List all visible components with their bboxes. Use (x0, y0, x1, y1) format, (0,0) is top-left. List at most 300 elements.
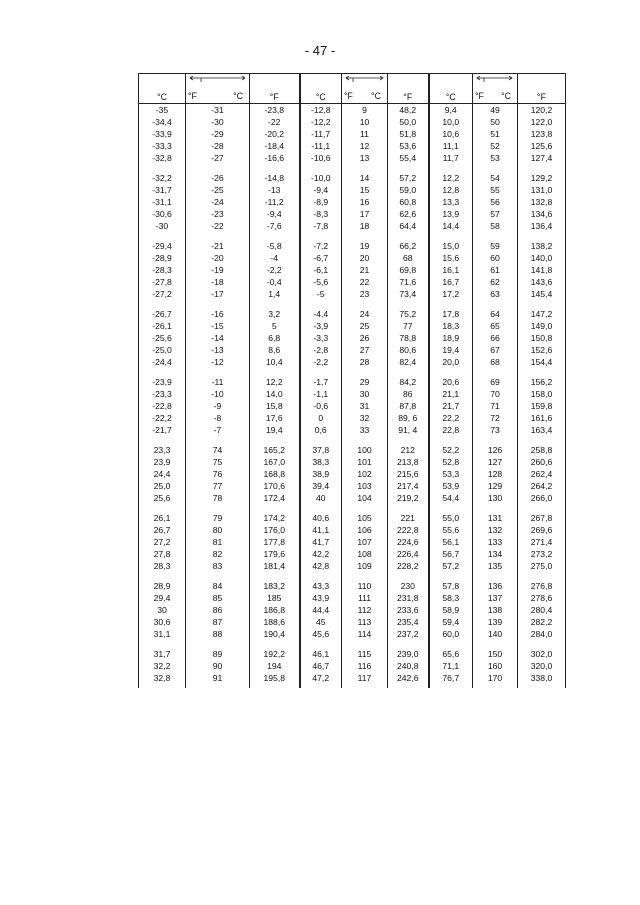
cell-celsius-a: -33,3 (139, 140, 186, 152)
header-mid-fahrenheit: °F (475, 91, 484, 102)
cell-value-c: 52 (473, 140, 518, 152)
cell-value-a: -7 (186, 424, 250, 436)
cell-fahrenheit-c: 152,6 (518, 344, 566, 356)
cell-celsius-b: 41,7 (300, 536, 342, 548)
cell-fahrenheit-a: 179,6 (250, 548, 300, 560)
cell-celsius-c: 53,9 (429, 480, 473, 492)
cell-fahrenheit-b: 226,4 (388, 548, 429, 560)
cell-value-b: 110 (342, 580, 388, 592)
table-row (139, 412, 566, 424)
cell-value-c: 61 (473, 264, 518, 276)
cell-celsius-c: 54,4 (429, 492, 473, 504)
cell-celsius-c: 60,0 (429, 628, 473, 640)
cell-fahrenheit-c: 338,0 (518, 672, 566, 684)
cell-value-a: -15 (186, 320, 250, 332)
cell-celsius-b: -12,8 (300, 104, 342, 117)
cell-value-b: 104 (342, 492, 388, 504)
table-row (139, 456, 566, 468)
cell-value-c: 134 (473, 548, 518, 560)
cell-celsius-c: 57,2 (429, 560, 473, 572)
cell-celsius-a: -26,1 (139, 320, 186, 332)
cell-fahrenheit-a: -22 (250, 116, 300, 128)
cell-value-b: 16 (342, 196, 388, 208)
cell-celsius-b: -0,6 (300, 400, 342, 412)
cell-value-b: 30 (342, 388, 388, 400)
cell-value-a: 76 (186, 468, 250, 480)
cell-fahrenheit-c: 271,4 (518, 536, 566, 548)
cell-value-c: 50 (473, 116, 518, 128)
cell-celsius-a: -24,4 (139, 356, 186, 368)
header-mid-celsius: °C (233, 91, 243, 102)
cell-fahrenheit-a: -13 (250, 184, 300, 196)
cell-celsius-a: 32,2 (139, 660, 186, 672)
cell-fahrenheit-a: 165,2 (250, 444, 300, 456)
cell-value-a: -27 (186, 152, 250, 164)
table-row (139, 536, 566, 548)
cell-celsius-c: 59,4 (429, 616, 473, 628)
cell-fahrenheit-a: 192,2 (250, 648, 300, 660)
cell-celsius-b: 45 (300, 616, 342, 628)
cell-celsius-a: 32,8 (139, 672, 186, 684)
cell-value-c: 73 (473, 424, 518, 436)
cell-value-c: 127 (473, 456, 518, 468)
cell-fahrenheit-c: 159,8 (518, 400, 566, 412)
cell-value-c: 126 (473, 444, 518, 456)
cell-value-c: 129 (473, 480, 518, 492)
cell-celsius-a: 26,1 (139, 512, 186, 524)
cell-celsius-c: 17,2 (429, 288, 473, 300)
cell-value-a: 88 (186, 628, 250, 640)
cell-celsius-a: 27,8 (139, 548, 186, 560)
cell-value-c: 133 (473, 536, 518, 548)
cell-value-a: 83 (186, 560, 250, 572)
cell-fahrenheit-a: 5 (250, 320, 300, 332)
cell-fahrenheit-b: 77 (388, 320, 429, 332)
cell-celsius-c: 15,6 (429, 252, 473, 264)
cell-celsius-a: -23,3 (139, 388, 186, 400)
table-tail (139, 684, 566, 688)
table-row (139, 616, 566, 628)
cell-fahrenheit-a: 14,0 (250, 388, 300, 400)
table-row (139, 512, 566, 524)
cell-celsius-a: 31,7 (139, 648, 186, 660)
header-mid-celsius: °C (501, 91, 511, 102)
cell-celsius-c: 55,0 (429, 512, 473, 524)
cell-fahrenheit-a: 172,4 (250, 492, 300, 504)
cell-value-b: 23 (342, 288, 388, 300)
group-spacer (139, 232, 566, 240)
page-number: - 47 - (304, 43, 336, 58)
cell-celsius-a: 30,6 (139, 616, 186, 628)
cell-celsius-b: -1,1 (300, 388, 342, 400)
cell-celsius-b: 38,3 (300, 456, 342, 468)
cell-value-c: 136 (473, 580, 518, 592)
group-spacer (139, 368, 566, 376)
cell-fahrenheit-c: 264,2 (518, 480, 566, 492)
cell-fahrenheit-b: 55,4 (388, 152, 429, 164)
header-celsius: °C (300, 74, 342, 104)
cell-value-c: 60 (473, 252, 518, 264)
cell-fahrenheit-a: 168,8 (250, 468, 300, 480)
cell-fahrenheit-a: 12,2 (250, 376, 300, 388)
cell-celsius-c: 53,3 (429, 468, 473, 480)
cell-celsius-c: 71,1 (429, 660, 473, 672)
cell-celsius-b: -7,8 (300, 220, 342, 232)
cell-fahrenheit-a: -4 (250, 252, 300, 264)
cell-value-a: 79 (186, 512, 250, 524)
header-fahrenheit: °F (388, 74, 429, 104)
cell-fahrenheit-b: 240,8 (388, 660, 429, 672)
header-both-ways (186, 74, 250, 104)
cell-fahrenheit-c: 136,4 (518, 220, 566, 232)
cell-celsius-a: -29,4 (139, 240, 186, 252)
cell-fahrenheit-c: 140,0 (518, 252, 566, 264)
cell-value-b: 28 (342, 356, 388, 368)
cell-fahrenheit-b: 82,4 (388, 356, 429, 368)
cell-value-a: -26 (186, 172, 250, 184)
cell-fahrenheit-a: 185 (250, 592, 300, 604)
table-row (139, 252, 566, 264)
cell-fahrenheit-b: 228,2 (388, 560, 429, 572)
cell-value-a: -20 (186, 252, 250, 264)
cell-value-c: 131 (473, 512, 518, 524)
table-row (139, 140, 566, 152)
cell-fahrenheit-c: 120,2 (518, 104, 566, 117)
cell-value-a: 86 (186, 604, 250, 616)
cell-value-b: 33 (342, 424, 388, 436)
cell-fahrenheit-c: 122,0 (518, 116, 566, 128)
cell-celsius-b: 43,3 (300, 580, 342, 592)
cell-value-b: 24 (342, 308, 388, 320)
table-row (139, 220, 566, 232)
cell-celsius-c: 13,9 (429, 208, 473, 220)
table-row (139, 152, 566, 164)
cell-celsius-a: 29,4 (139, 592, 186, 604)
cell-value-b: 101 (342, 456, 388, 468)
cell-value-b: 111 (342, 592, 388, 604)
cell-fahrenheit-a: 15,8 (250, 400, 300, 412)
table-row (139, 648, 566, 660)
cell-value-c: 160 (473, 660, 518, 672)
cell-fahrenheit-c: 125,6 (518, 140, 566, 152)
cell-value-c: 137 (473, 592, 518, 604)
cell-celsius-a: 26,7 (139, 524, 186, 536)
group-spacer (139, 436, 566, 444)
cell-celsius-b: 37,8 (300, 444, 342, 456)
cell-celsius-a: 28,9 (139, 580, 186, 592)
cell-celsius-b: 43,9 (300, 592, 342, 604)
cell-fahrenheit-b: 62,6 (388, 208, 429, 220)
cell-fahrenheit-c: 275,0 (518, 560, 566, 572)
cell-value-c: 138 (473, 604, 518, 616)
cell-value-c: 62 (473, 276, 518, 288)
cell-celsius-b: 38,9 (300, 468, 342, 480)
cell-celsius-a: 23,9 (139, 456, 186, 468)
cell-fahrenheit-c: 145,4 (518, 288, 566, 300)
cell-fahrenheit-b: 224,6 (388, 536, 429, 548)
cell-celsius-b: -6,1 (300, 264, 342, 276)
cell-value-b: 112 (342, 604, 388, 616)
cell-value-a: 85 (186, 592, 250, 604)
table-row (139, 356, 566, 368)
cell-fahrenheit-c: 267,8 (518, 512, 566, 524)
cell-fahrenheit-a: -20,2 (250, 128, 300, 140)
cell-celsius-b: -10,6 (300, 152, 342, 164)
cell-value-a: -8 (186, 412, 250, 424)
double-arrow-icon (189, 76, 246, 84)
table-row (139, 308, 566, 320)
table-row (139, 172, 566, 184)
cell-value-c: 64 (473, 308, 518, 320)
cell-fahrenheit-c: 269,6 (518, 524, 566, 536)
cell-fahrenheit-a: 195,8 (250, 672, 300, 684)
cell-fahrenheit-c: 302,0 (518, 648, 566, 660)
cell-value-b: 32 (342, 412, 388, 424)
cell-value-c: 70 (473, 388, 518, 400)
cell-fahrenheit-c: 163,4 (518, 424, 566, 436)
cell-fahrenheit-c: 161,6 (518, 412, 566, 424)
table-row (139, 388, 566, 400)
header-celsius: °C (139, 74, 186, 104)
table-row (139, 128, 566, 140)
cell-fahrenheit-c: 154,4 (518, 356, 566, 368)
cell-fahrenheit-a: -0,4 (250, 276, 300, 288)
cell-celsius-a: -25,0 (139, 344, 186, 356)
cell-fahrenheit-b: 50,0 (388, 116, 429, 128)
cell-celsius-c: 20,6 (429, 376, 473, 388)
cell-value-a: -25 (186, 184, 250, 196)
cell-value-c: 170 (473, 672, 518, 684)
cell-fahrenheit-c: 156,2 (518, 376, 566, 388)
cell-value-b: 113 (342, 616, 388, 628)
cell-celsius-c: 21,1 (429, 388, 473, 400)
cell-fahrenheit-a: -14,8 (250, 172, 300, 184)
cell-celsius-b: -11,1 (300, 140, 342, 152)
cell-celsius-a: -22,2 (139, 412, 186, 424)
conversion-table-frame (138, 73, 565, 819)
cell-fahrenheit-b: 75,2 (388, 308, 429, 320)
cell-celsius-b: -3,9 (300, 320, 342, 332)
cell-fahrenheit-c: 258,8 (518, 444, 566, 456)
cell-fahrenheit-c: 266,0 (518, 492, 566, 504)
table-row (139, 660, 566, 672)
group-spacer (139, 640, 566, 648)
cell-celsius-b: -6,7 (300, 252, 342, 264)
cell-value-a: 80 (186, 524, 250, 536)
cell-celsius-b: 47,2 (300, 672, 342, 684)
cell-value-c: 150 (473, 648, 518, 660)
cell-value-b: 109 (342, 560, 388, 572)
cell-value-a: -12 (186, 356, 250, 368)
cell-celsius-a: 28,3 (139, 560, 186, 572)
group-spacer (139, 164, 566, 172)
cell-value-a: 75 (186, 456, 250, 468)
cell-value-b: 19 (342, 240, 388, 252)
cell-fahrenheit-b: 84,2 (388, 376, 429, 388)
cell-celsius-a: -26,7 (139, 308, 186, 320)
cell-celsius-a: 30 (139, 604, 186, 616)
cell-fahrenheit-b: 91, 4 (388, 424, 429, 436)
cell-fahrenheit-b: 57,2 (388, 172, 429, 184)
cell-fahrenheit-b: 69,8 (388, 264, 429, 276)
cell-value-a: -14 (186, 332, 250, 344)
temperature-conversion-table (138, 73, 566, 688)
cell-value-c: 53 (473, 152, 518, 164)
cell-fahrenheit-b: 221 (388, 512, 429, 524)
cell-fahrenheit-b: 235,4 (388, 616, 429, 628)
cell-value-a: -24 (186, 196, 250, 208)
cell-fahrenheit-c: 147,2 (518, 308, 566, 320)
cell-value-c: 72 (473, 412, 518, 424)
cell-value-c: 139 (473, 616, 518, 628)
cell-value-a: 74 (186, 444, 250, 456)
cell-fahrenheit-c: 278,6 (518, 592, 566, 604)
table-row (139, 208, 566, 220)
cell-value-b: 20 (342, 252, 388, 264)
cell-celsius-b: -4,4 (300, 308, 342, 320)
cell-fahrenheit-a: -2,2 (250, 264, 300, 276)
cell-celsius-b: -5 (300, 288, 342, 300)
cell-fahrenheit-a: 177,8 (250, 536, 300, 548)
cell-value-b: 31 (342, 400, 388, 412)
cell-fahrenheit-a: 190,4 (250, 628, 300, 640)
cell-fahrenheit-a: 167,0 (250, 456, 300, 468)
cell-fahrenheit-a: 188,6 (250, 616, 300, 628)
cell-fahrenheit-a: 183,2 (250, 580, 300, 592)
cell-celsius-b: -9,4 (300, 184, 342, 196)
cell-value-b: 103 (342, 480, 388, 492)
cell-fahrenheit-a: -11,2 (250, 196, 300, 208)
cell-value-c: 54 (473, 172, 518, 184)
cell-value-c: 56 (473, 196, 518, 208)
cell-fahrenheit-b: 64,4 (388, 220, 429, 232)
table-row (139, 240, 566, 252)
cell-value-c: 51 (473, 128, 518, 140)
header-both-ways (342, 74, 388, 104)
cell-value-c: 49 (473, 104, 518, 117)
cell-fahrenheit-a: 186,8 (250, 604, 300, 616)
cell-celsius-c: 52,2 (429, 444, 473, 456)
cell-value-b: 117 (342, 672, 388, 684)
cell-value-a: -21 (186, 240, 250, 252)
cell-fahrenheit-a: 181,4 (250, 560, 300, 572)
cell-celsius-c: 55,6 (429, 524, 473, 536)
cell-value-c: 63 (473, 288, 518, 300)
cell-celsius-b: 39,4 (300, 480, 342, 492)
header-mid-fahrenheit: °F (188, 91, 197, 102)
cell-value-b: 29 (342, 376, 388, 388)
cell-celsius-c: 17,8 (429, 308, 473, 320)
cell-fahrenheit-b: 68 (388, 252, 429, 264)
cell-fahrenheit-c: 143,6 (518, 276, 566, 288)
table-row (139, 184, 566, 196)
cell-value-a: 78 (186, 492, 250, 504)
cell-celsius-a: -30,6 (139, 208, 186, 220)
table-row (139, 524, 566, 536)
cell-value-b: 105 (342, 512, 388, 524)
table-row (139, 104, 566, 117)
cell-fahrenheit-b: 212 (388, 444, 429, 456)
cell-value-b: 100 (342, 444, 388, 456)
cell-celsius-c: 9,4 (429, 104, 473, 117)
cell-celsius-c: 76,7 (429, 672, 473, 684)
cell-value-b: 9 (342, 104, 388, 117)
cell-celsius-c: 58,9 (429, 604, 473, 616)
cell-celsius-c: 56,7 (429, 548, 473, 560)
cell-fahrenheit-a: -5,8 (250, 240, 300, 252)
group-spacer (139, 572, 566, 580)
cell-value-a: 90 (186, 660, 250, 672)
cell-value-b: 11 (342, 128, 388, 140)
cell-value-b: 15 (342, 184, 388, 196)
cell-fahrenheit-b: 89, 6 (388, 412, 429, 424)
cell-fahrenheit-c: 138,2 (518, 240, 566, 252)
cell-value-b: 26 (342, 332, 388, 344)
cell-celsius-c: 56,1 (429, 536, 473, 548)
cell-value-a: 84 (186, 580, 250, 592)
cell-celsius-c: 13,3 (429, 196, 473, 208)
cell-celsius-a: -28,9 (139, 252, 186, 264)
cell-value-a: -13 (186, 344, 250, 356)
cell-celsius-a: 31,1 (139, 628, 186, 640)
cell-celsius-c: 22,8 (429, 424, 473, 436)
table-row (139, 444, 566, 456)
cell-celsius-c: 18,3 (429, 320, 473, 332)
cell-value-b: 107 (342, 536, 388, 548)
cell-fahrenheit-a: 10,4 (250, 356, 300, 368)
cell-fahrenheit-c: 134,6 (518, 208, 566, 220)
cell-celsius-a: -30 (139, 220, 186, 232)
cell-fahrenheit-b: 219,2 (388, 492, 429, 504)
cell-fahrenheit-b: 60,8 (388, 196, 429, 208)
cell-fahrenheit-b: 71,6 (388, 276, 429, 288)
cell-celsius-b: -2,8 (300, 344, 342, 356)
cell-value-c: 65 (473, 320, 518, 332)
cell-fahrenheit-b: 51,8 (388, 128, 429, 140)
cell-value-b: 10 (342, 116, 388, 128)
cell-value-a: -28 (186, 140, 250, 152)
cell-fahrenheit-b: 239,0 (388, 648, 429, 660)
cell-fahrenheit-c: 282,2 (518, 616, 566, 628)
cell-value-a: -16 (186, 308, 250, 320)
table-row (139, 264, 566, 276)
cell-value-b: 114 (342, 628, 388, 640)
table-row (139, 580, 566, 592)
cell-value-c: 55 (473, 184, 518, 196)
cell-fahrenheit-b: 242,6 (388, 672, 429, 684)
cell-celsius-b: -7,2 (300, 240, 342, 252)
cell-celsius-a: -32,2 (139, 172, 186, 184)
cell-fahrenheit-c: 131,0 (518, 184, 566, 196)
cell-celsius-a: -27,2 (139, 288, 186, 300)
cell-celsius-c: 16,1 (429, 264, 473, 276)
cell-fahrenheit-a: 194 (250, 660, 300, 672)
cell-celsius-c: 10,6 (429, 128, 473, 140)
cell-fahrenheit-b: 230 (388, 580, 429, 592)
table-row (139, 468, 566, 480)
cell-value-b: 106 (342, 524, 388, 536)
cell-fahrenheit-a: 17,6 (250, 412, 300, 424)
cell-celsius-c: 16,7 (429, 276, 473, 288)
cell-value-b: 13 (342, 152, 388, 164)
cell-celsius-a: -23,9 (139, 376, 186, 388)
cell-value-c: 66 (473, 332, 518, 344)
cell-value-a: -31 (186, 104, 250, 117)
cell-value-c: 67 (473, 344, 518, 356)
cell-celsius-c: 22,2 (429, 412, 473, 424)
cell-fahrenheit-b: 86 (388, 388, 429, 400)
table-row (139, 560, 566, 572)
